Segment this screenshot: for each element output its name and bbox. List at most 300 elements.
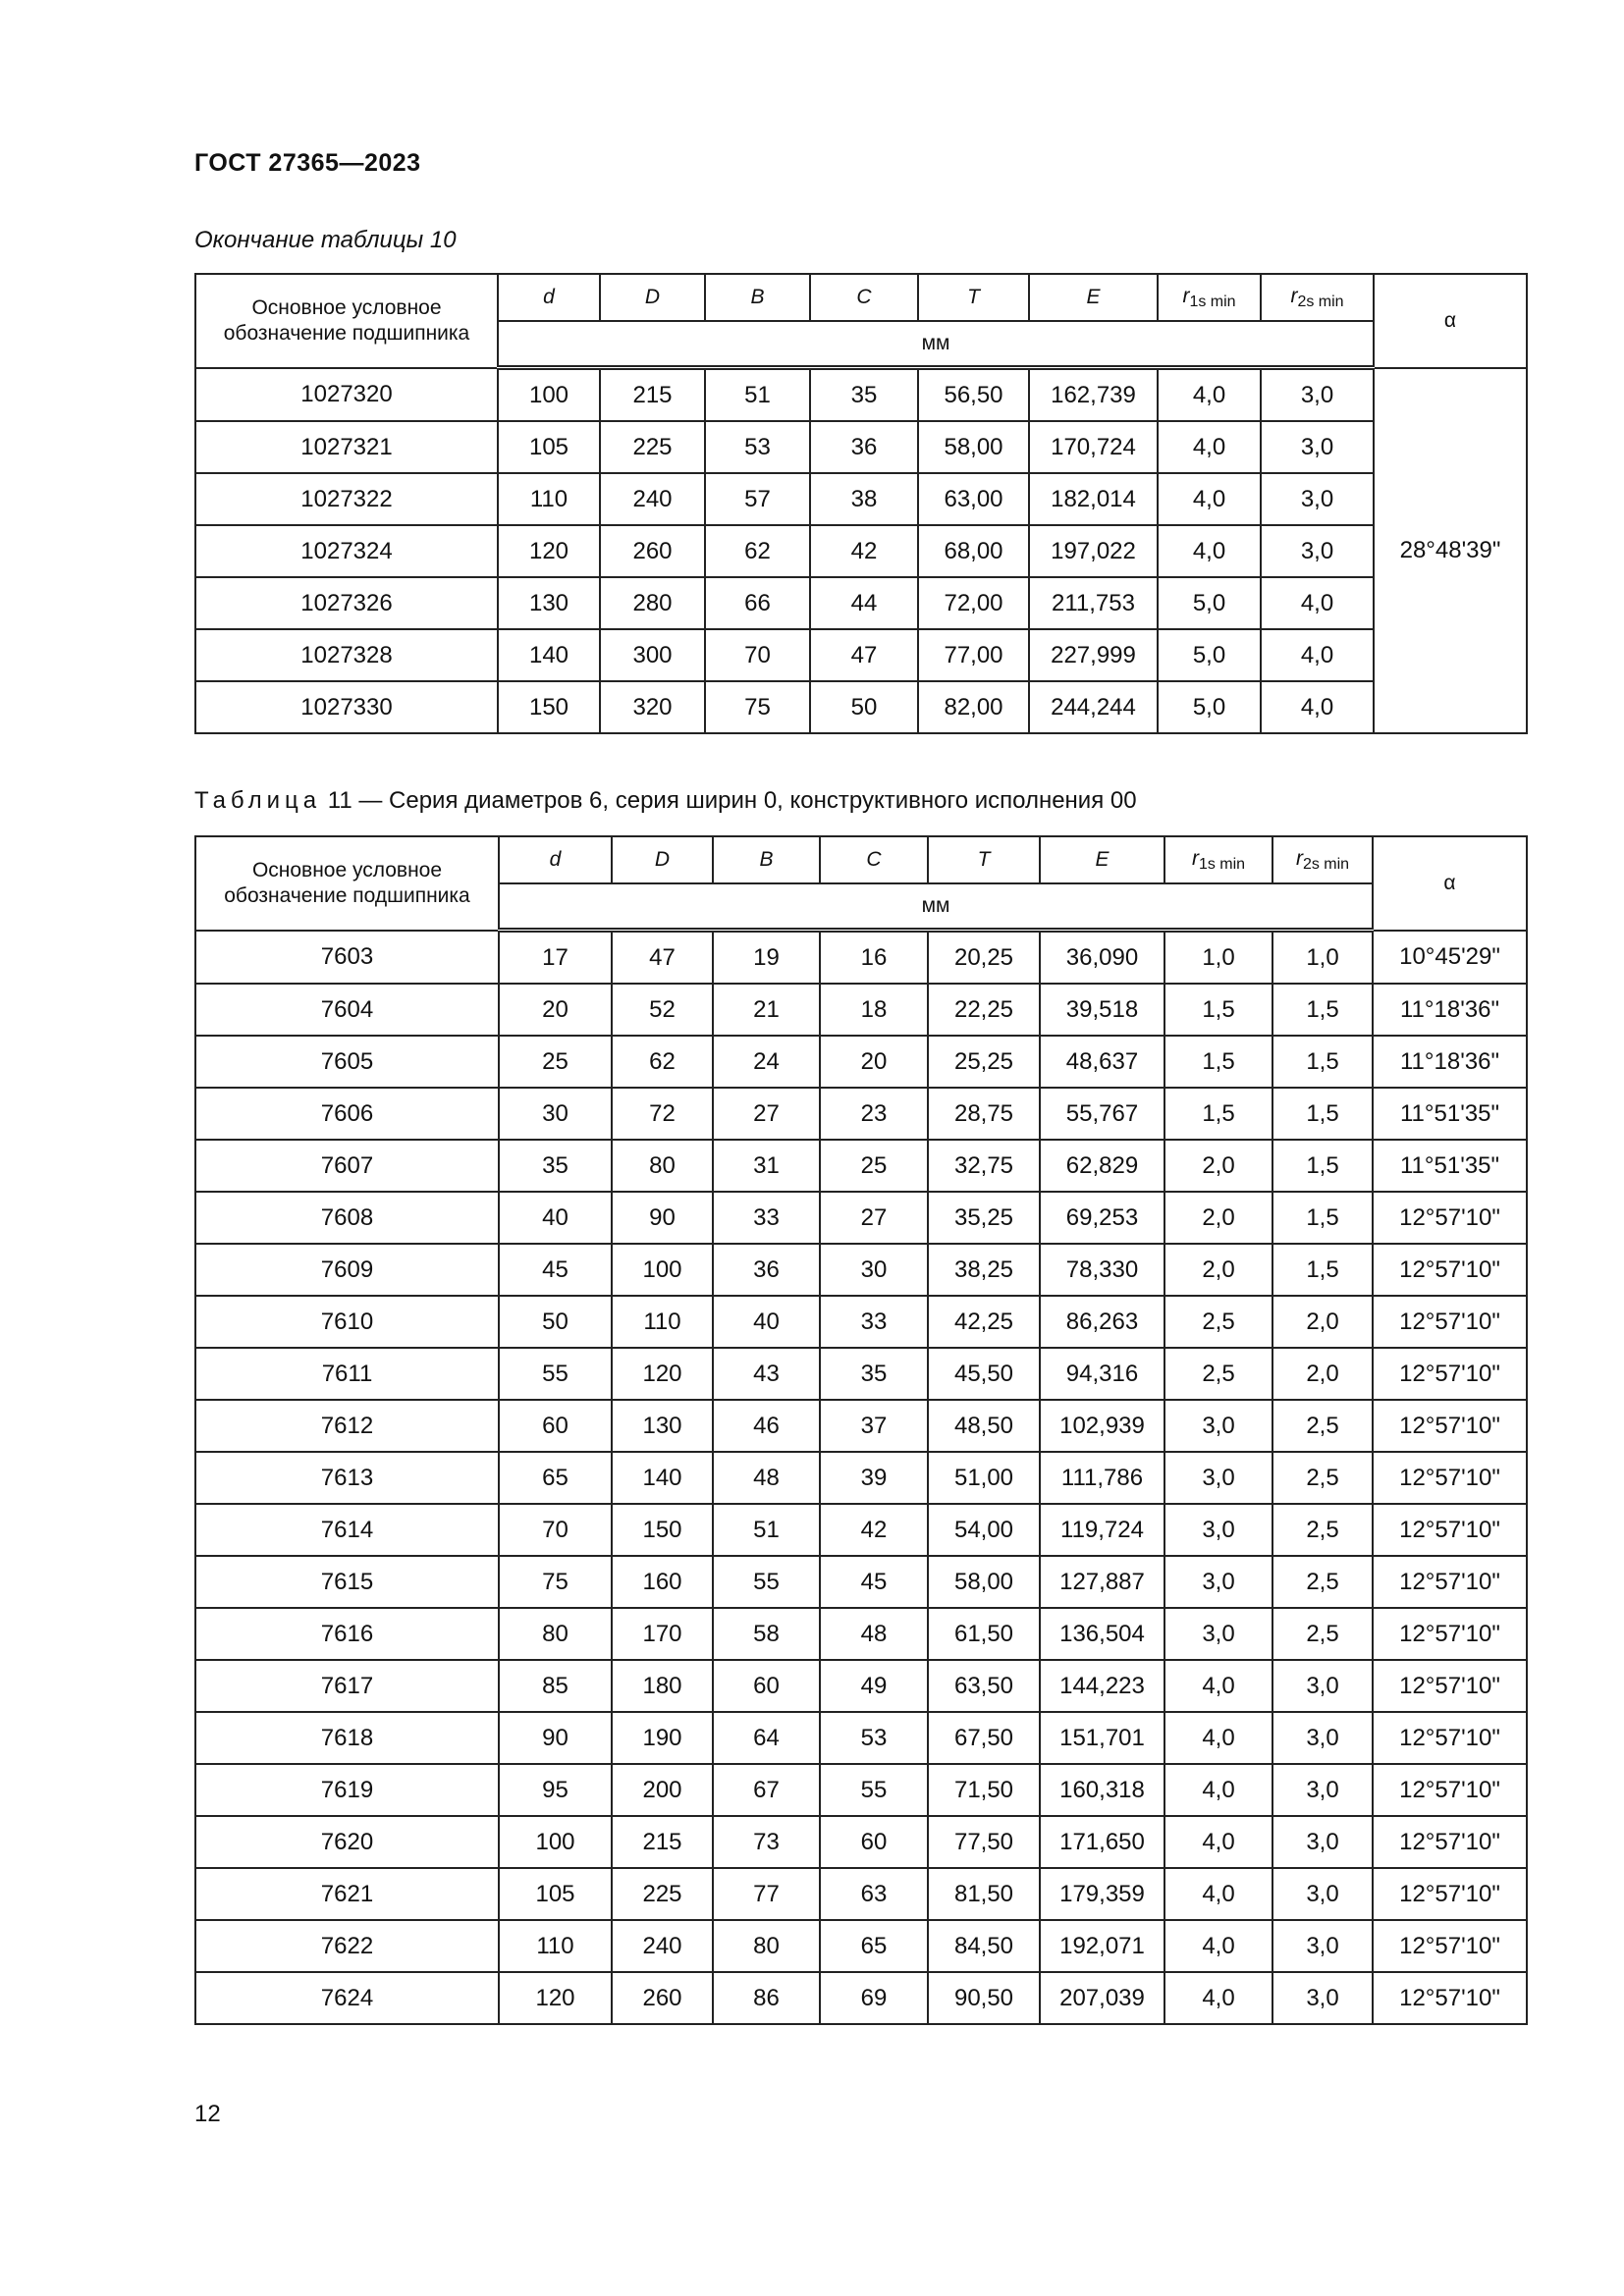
value-cell: 80	[499, 1608, 612, 1660]
value-cell: 3,0	[1164, 1556, 1272, 1608]
header-alpha: α	[1374, 274, 1527, 368]
value-cell: 5,0	[1158, 577, 1261, 629]
value-cell: 27	[713, 1088, 820, 1140]
value-cell: 75	[499, 1556, 612, 1608]
header-r1s-min: $r_{1s min}$	[1158, 274, 1261, 321]
value-cell: 66	[705, 577, 810, 629]
header-B: B	[713, 836, 820, 883]
value-cell: 3,0	[1272, 1764, 1373, 1816]
value-cell: 46	[713, 1400, 820, 1452]
value-cell: 60	[499, 1400, 612, 1452]
value-cell: 80	[612, 1140, 713, 1192]
designation-cell: 1027321	[195, 421, 498, 473]
value-cell: 192,071	[1040, 1920, 1164, 1972]
table-row	[195, 931, 1527, 985]
header-E: E	[1029, 274, 1158, 321]
value-cell: 77,50	[928, 1816, 1040, 1868]
designation-cell: 7611	[195, 1348, 499, 1400]
value-cell: 12°57'10"	[1373, 1868, 1527, 1920]
value-cell: 150	[612, 1504, 713, 1556]
value-cell: 225	[600, 421, 705, 473]
value-cell: 3,0	[1261, 473, 1374, 525]
value-cell: 1,5	[1272, 1088, 1373, 1140]
value-cell: 86,263	[1040, 1296, 1164, 1348]
value-cell: 39	[820, 1452, 928, 1504]
value-cell: 48,637	[1040, 1036, 1164, 1088]
table11-caption-text: 11 — Серия диаметров 6, серия ширин 0, конструктивного исполнения 00	[327, 787, 1137, 814]
value-cell: 207,039	[1040, 1972, 1164, 2024]
value-cell: 77,00	[918, 629, 1029, 681]
value-cell: 4,0	[1158, 368, 1261, 422]
value-cell: 45,50	[928, 1348, 1040, 1400]
value-cell: 120	[499, 1972, 612, 2024]
value-cell: 31	[713, 1140, 820, 1192]
value-cell: 127,887	[1040, 1556, 1164, 1608]
value-cell: 42	[820, 1504, 928, 1556]
value-cell: 36	[810, 421, 918, 473]
value-cell: 82,00	[918, 681, 1029, 733]
value-cell: 78,330	[1040, 1244, 1164, 1296]
value-cell: 20	[820, 1036, 928, 1088]
table-row	[195, 1452, 1527, 1504]
designation-cell: 7616	[195, 1608, 499, 1660]
table-row	[195, 1868, 1527, 1920]
value-cell: 62	[705, 525, 810, 577]
table-row	[195, 1556, 1527, 1608]
value-cell: 1,5	[1272, 1140, 1373, 1192]
value-cell: 51	[705, 368, 810, 422]
value-cell: 1,5	[1164, 1036, 1272, 1088]
table-row	[195, 1608, 1527, 1660]
value-cell: 151,701	[1040, 1712, 1164, 1764]
value-cell: 58,00	[928, 1556, 1040, 1608]
value-cell: 90	[612, 1192, 713, 1244]
value-cell: 45	[499, 1244, 612, 1296]
designation-cell: 7612	[195, 1400, 499, 1452]
value-cell: 211,753	[1029, 577, 1158, 629]
value-cell: 11°51'35"	[1373, 1088, 1527, 1140]
value-cell: 81,50	[928, 1868, 1040, 1920]
value-cell: 144,223	[1040, 1660, 1164, 1712]
value-cell: 40	[499, 1192, 612, 1244]
value-cell: 16	[820, 931, 928, 985]
value-cell: 51	[713, 1504, 820, 1556]
value-cell: 4,0	[1261, 681, 1374, 733]
value-cell: 2,0	[1164, 1244, 1272, 1296]
value-cell: 120	[612, 1348, 713, 1400]
value-cell: 72,00	[918, 577, 1029, 629]
value-cell: 95	[499, 1764, 612, 1816]
value-cell: 140	[498, 629, 600, 681]
value-cell: 179,359	[1040, 1868, 1164, 1920]
value-cell: 4,0	[1164, 1816, 1272, 1868]
value-cell: 73	[713, 1816, 820, 1868]
value-cell: 63,50	[928, 1660, 1040, 1712]
table-row	[195, 368, 1527, 422]
designation-cell: 7620	[195, 1816, 499, 1868]
value-cell: 1,5	[1272, 1036, 1373, 1088]
value-cell: 60	[820, 1816, 928, 1868]
value-cell: 57	[705, 473, 810, 525]
header-unit: мм	[498, 321, 1374, 368]
value-cell: 3,0	[1272, 1660, 1373, 1712]
value-cell: 160,318	[1040, 1764, 1164, 1816]
header-r2s-min: $r_{2s min}$	[1261, 274, 1374, 321]
value-cell: 3,0	[1164, 1452, 1272, 1504]
value-cell: 197,022	[1029, 525, 1158, 577]
value-cell: 61,50	[928, 1608, 1040, 1660]
designation-cell: 7614	[195, 1504, 499, 1556]
value-cell: 62	[612, 1036, 713, 1088]
value-cell: 58	[713, 1608, 820, 1660]
table-row	[195, 1816, 1527, 1868]
value-cell: 12°57'10"	[1373, 1972, 1527, 2024]
value-cell: 69	[820, 1972, 928, 2024]
value-cell: 38,25	[928, 1244, 1040, 1296]
table-row	[195, 1296, 1527, 1348]
value-cell: 3,0	[1272, 1972, 1373, 2024]
value-cell: 1,5	[1164, 1088, 1272, 1140]
table-10	[194, 273, 1528, 734]
value-cell: 227,999	[1029, 629, 1158, 681]
header-designation: Основное условное обозначение подшипника	[195, 836, 499, 931]
table-row	[195, 473, 1527, 525]
value-cell: 25,25	[928, 1036, 1040, 1088]
header-D: D	[612, 836, 713, 883]
value-cell: 54,00	[928, 1504, 1040, 1556]
value-cell: 170,724	[1029, 421, 1158, 473]
designation-cell: 1027328	[195, 629, 498, 681]
value-cell: 2,0	[1272, 1348, 1373, 1400]
designation-cell: 7605	[195, 1036, 499, 1088]
value-cell: 1,5	[1272, 1192, 1373, 1244]
value-cell: 3,0	[1261, 421, 1374, 473]
value-cell: 225	[612, 1868, 713, 1920]
header-T: T	[928, 836, 1040, 883]
table-row	[195, 1660, 1527, 1712]
value-cell: 47	[612, 931, 713, 985]
value-cell: 70	[705, 629, 810, 681]
value-cell: 33	[713, 1192, 820, 1244]
value-cell: 244,244	[1029, 681, 1158, 733]
value-cell: 12°57'10"	[1373, 1764, 1527, 1816]
value-cell: 67,50	[928, 1712, 1040, 1764]
table-row	[195, 1920, 1527, 1972]
value-cell: 3,0	[1272, 1920, 1373, 1972]
table-row	[195, 577, 1527, 629]
value-cell: 55	[713, 1556, 820, 1608]
header-D: D	[600, 274, 705, 321]
header-B: B	[705, 274, 810, 321]
table-row	[195, 1088, 1527, 1140]
value-cell: 55,767	[1040, 1088, 1164, 1140]
value-cell: 3,0	[1164, 1608, 1272, 1660]
value-cell: 12°57'10"	[1373, 1712, 1527, 1764]
value-cell: 35	[820, 1348, 928, 1400]
value-cell: 63,00	[918, 473, 1029, 525]
value-cell: 64	[713, 1712, 820, 1764]
value-cell: 36,090	[1040, 931, 1164, 985]
alpha-merged-cell: 28°48'39"	[1374, 368, 1527, 734]
designation-cell: 7622	[195, 1920, 499, 1972]
value-cell: 119,724	[1040, 1504, 1164, 1556]
value-cell: 130	[498, 577, 600, 629]
value-cell: 100	[499, 1816, 612, 1868]
value-cell: 20,25	[928, 931, 1040, 985]
value-cell: 43	[713, 1348, 820, 1400]
value-cell: 182,014	[1029, 473, 1158, 525]
value-cell: 48	[713, 1452, 820, 1504]
header-r1s-min: $r_{1s min}$	[1164, 836, 1272, 883]
value-cell: 102,939	[1040, 1400, 1164, 1452]
designation-cell: 7613	[195, 1452, 499, 1504]
value-cell: 1,0	[1272, 931, 1373, 985]
value-cell: 12°57'10"	[1373, 1608, 1527, 1660]
value-cell: 2,0	[1164, 1140, 1272, 1192]
value-cell: 2,5	[1272, 1400, 1373, 1452]
table-row	[195, 984, 1527, 1036]
value-cell: 110	[612, 1296, 713, 1348]
value-cell: 17	[499, 931, 612, 985]
value-cell: 5,0	[1158, 629, 1261, 681]
table-row	[195, 629, 1527, 681]
table-row	[195, 1244, 1527, 1296]
table10-caption: Окончание таблицы 10	[194, 227, 457, 253]
value-cell: 110	[499, 1920, 612, 1972]
value-cell: 300	[600, 629, 705, 681]
value-cell: 71,50	[928, 1764, 1040, 1816]
table-row	[195, 1036, 1527, 1088]
value-cell: 77	[713, 1868, 820, 1920]
value-cell: 12°57'10"	[1373, 1816, 1527, 1868]
value-cell: 28,75	[928, 1088, 1040, 1140]
value-cell: 4,0	[1164, 1660, 1272, 1712]
value-cell: 44	[810, 577, 918, 629]
value-cell: 3,0	[1272, 1868, 1373, 1920]
value-cell: 49	[820, 1660, 928, 1712]
value-cell: 12°57'10"	[1373, 1244, 1527, 1296]
designation-cell: 7603	[195, 931, 499, 985]
header-C: C	[810, 274, 918, 321]
value-cell: 84,50	[928, 1920, 1040, 1972]
value-cell: 11°18'36"	[1373, 1036, 1527, 1088]
value-cell: 2,5	[1272, 1452, 1373, 1504]
value-cell: 50	[810, 681, 918, 733]
designation-cell: 1027324	[195, 525, 498, 577]
value-cell: 180	[612, 1660, 713, 1712]
designation-cell: 7604	[195, 984, 499, 1036]
value-cell: 56,50	[918, 368, 1029, 422]
value-cell: 2,5	[1164, 1348, 1272, 1400]
value-cell: 3,0	[1164, 1400, 1272, 1452]
value-cell: 140	[612, 1452, 713, 1504]
value-cell: 35	[499, 1140, 612, 1192]
table11-caption	[194, 787, 1137, 815]
value-cell: 4,0	[1164, 1868, 1272, 1920]
designation-cell: 7615	[195, 1556, 499, 1608]
value-cell: 4,0	[1164, 1972, 1272, 2024]
table11-caption-word: Таблица	[194, 787, 322, 814]
value-cell: 12°57'10"	[1373, 1660, 1527, 1712]
value-cell: 215	[612, 1816, 713, 1868]
value-cell: 190	[612, 1712, 713, 1764]
value-cell: 11°51'35"	[1373, 1140, 1527, 1192]
value-cell: 2,5	[1164, 1296, 1272, 1348]
table-row	[195, 681, 1527, 733]
value-cell: 111,786	[1040, 1452, 1164, 1504]
designation-cell: 7607	[195, 1140, 499, 1192]
value-cell: 47	[810, 629, 918, 681]
designation-cell: 7624	[195, 1972, 499, 2024]
value-cell: 58,00	[918, 421, 1029, 473]
value-cell: 4,0	[1164, 1764, 1272, 1816]
value-cell: 3,0	[1164, 1504, 1272, 1556]
value-cell: 120	[498, 525, 600, 577]
value-cell: 240	[600, 473, 705, 525]
designation-cell: 7609	[195, 1244, 499, 1296]
header-designation: Основное условное обозначение подшипника	[195, 274, 498, 368]
value-cell: 240	[612, 1920, 713, 1972]
value-cell: 4,0	[1261, 577, 1374, 629]
value-cell: 53	[820, 1712, 928, 1764]
value-cell: 80	[713, 1920, 820, 1972]
table-row	[195, 1348, 1527, 1400]
designation-cell: 7610	[195, 1296, 499, 1348]
value-cell: 12°57'10"	[1373, 1348, 1527, 1400]
value-cell: 21	[713, 984, 820, 1036]
value-cell: 4,0	[1158, 473, 1261, 525]
value-cell: 69,253	[1040, 1192, 1164, 1244]
table-11	[194, 835, 1528, 2025]
value-cell: 171,650	[1040, 1816, 1164, 1868]
value-cell: 94,316	[1040, 1348, 1164, 1400]
value-cell: 37	[820, 1400, 928, 1452]
value-cell: 23	[820, 1088, 928, 1140]
value-cell: 12°57'10"	[1373, 1452, 1527, 1504]
value-cell: 110	[498, 473, 600, 525]
table-row	[195, 1400, 1527, 1452]
value-cell: 105	[499, 1868, 612, 1920]
header-E: E	[1040, 836, 1164, 883]
designation-cell: 1027320	[195, 368, 498, 422]
table-row	[195, 1192, 1527, 1244]
value-cell: 1,5	[1272, 1244, 1373, 1296]
value-cell: 67	[713, 1764, 820, 1816]
designation-cell: 7621	[195, 1868, 499, 1920]
header-C: C	[820, 836, 928, 883]
table-row	[195, 1972, 1527, 2024]
value-cell: 162,739	[1029, 368, 1158, 422]
header-r2s-min: $r_{2s min}$	[1272, 836, 1373, 883]
value-cell: 2,0	[1164, 1192, 1272, 1244]
value-cell: 48,50	[928, 1400, 1040, 1452]
value-cell: 12°57'10"	[1373, 1400, 1527, 1452]
value-cell: 63	[820, 1868, 928, 1920]
value-cell: 32,75	[928, 1140, 1040, 1192]
header-alpha: α	[1373, 836, 1527, 931]
value-cell: 36	[713, 1244, 820, 1296]
value-cell: 65	[499, 1452, 612, 1504]
designation-cell: 1027330	[195, 681, 498, 733]
table-row	[195, 1712, 1527, 1764]
value-cell: 5,0	[1158, 681, 1261, 733]
value-cell: 130	[612, 1400, 713, 1452]
value-cell: 1,5	[1164, 984, 1272, 1036]
value-cell: 25	[499, 1036, 612, 1088]
value-cell: 19	[713, 931, 820, 985]
value-cell: 20	[499, 984, 612, 1036]
value-cell: 30	[499, 1088, 612, 1140]
value-cell: 33	[820, 1296, 928, 1348]
value-cell: 4,0	[1158, 525, 1261, 577]
value-cell: 42	[810, 525, 918, 577]
value-cell: 100	[498, 368, 600, 422]
value-cell: 90	[499, 1712, 612, 1764]
value-cell: 260	[600, 525, 705, 577]
value-cell: 62,829	[1040, 1140, 1164, 1192]
value-cell: 42,25	[928, 1296, 1040, 1348]
designation-cell: 1027326	[195, 577, 498, 629]
value-cell: 51,00	[928, 1452, 1040, 1504]
value-cell: 215	[600, 368, 705, 422]
value-cell: 10°45'29"	[1373, 931, 1527, 985]
value-cell: 11°18'36"	[1373, 984, 1527, 1036]
value-cell: 2,0	[1272, 1296, 1373, 1348]
designation-cell: 7619	[195, 1764, 499, 1816]
value-cell: 12°57'10"	[1373, 1920, 1527, 1972]
value-cell: 4,0	[1164, 1712, 1272, 1764]
value-cell: 105	[498, 421, 600, 473]
header-d: d	[498, 274, 600, 321]
value-cell: 12°57'10"	[1373, 1296, 1527, 1348]
value-cell: 160	[612, 1556, 713, 1608]
header-d: d	[499, 836, 612, 883]
value-cell: 4,0	[1261, 629, 1374, 681]
value-cell: 38	[810, 473, 918, 525]
value-cell: 30	[820, 1244, 928, 1296]
value-cell: 45	[820, 1556, 928, 1608]
page-number: 12	[194, 2101, 221, 2127]
value-cell: 24	[713, 1036, 820, 1088]
value-cell: 12°57'10"	[1373, 1192, 1527, 1244]
value-cell: 3,0	[1261, 368, 1374, 422]
value-cell: 3,0	[1272, 1816, 1373, 1868]
value-cell: 2,5	[1272, 1556, 1373, 1608]
value-cell: 70	[499, 1504, 612, 1556]
table-row	[195, 1504, 1527, 1556]
table-row	[195, 1764, 1527, 1816]
value-cell: 12°57'10"	[1373, 1556, 1527, 1608]
value-cell: 12°57'10"	[1373, 1504, 1527, 1556]
value-cell: 136,504	[1040, 1608, 1164, 1660]
document-id: ГОСТ 27365—2023	[194, 149, 421, 177]
value-cell: 68,00	[918, 525, 1029, 577]
value-cell: 25	[820, 1140, 928, 1192]
value-cell: 48	[820, 1608, 928, 1660]
value-cell: 55	[499, 1348, 612, 1400]
table-row	[195, 525, 1527, 577]
value-cell: 39,518	[1040, 984, 1164, 1036]
table-row	[195, 421, 1527, 473]
value-cell: 200	[612, 1764, 713, 1816]
value-cell: 100	[612, 1244, 713, 1296]
value-cell: 320	[600, 681, 705, 733]
value-cell: 27	[820, 1192, 928, 1244]
value-cell: 72	[612, 1088, 713, 1140]
designation-cell: 7618	[195, 1712, 499, 1764]
value-cell: 1,0	[1164, 931, 1272, 985]
value-cell: 3,0	[1261, 525, 1374, 577]
